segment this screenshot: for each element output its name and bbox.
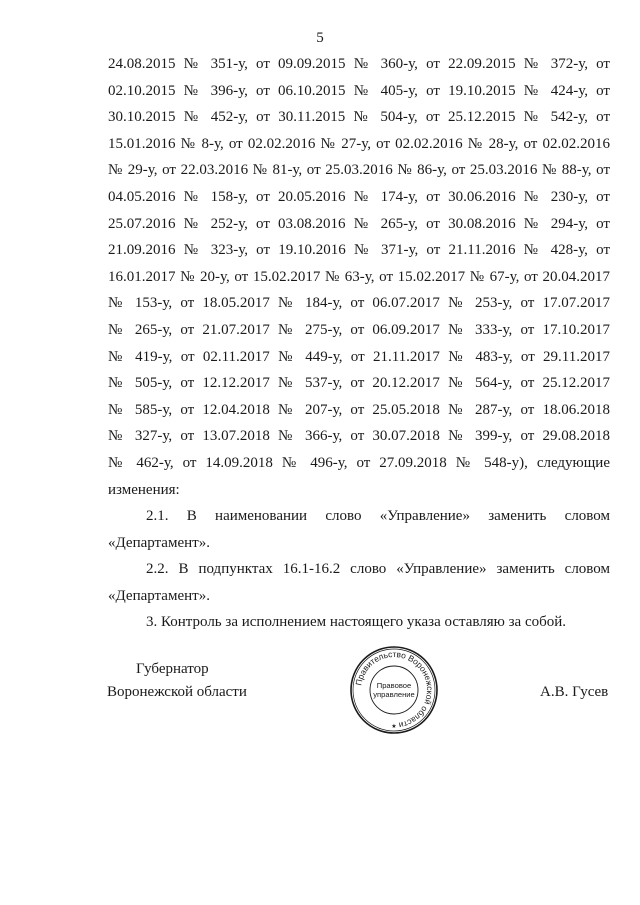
signer-name: А.В. Гусев xyxy=(540,684,609,700)
text-line: № 265-у, от 21.07.2017 № 275-у, от 06.09.2017 № 333-у, от 17.10.2017 xyxy=(108,321,610,338)
signature-block xyxy=(0,645,640,765)
text-line: № 462-у, от 14.09.2018 № 496-у, от 27.09.2018 № 548-у), следующие xyxy=(108,454,610,471)
text-line: 24.08.2015 № 351-у, от 09.09.2015 № 360-у, от 22.09.2015 № 372-у, от xyxy=(108,56,610,72)
text-line: № 505-у, от 12.12.2017 № 537-у, от 20.12.2017 № 564-у, от 25.12.2017 xyxy=(108,375,610,392)
text-line: № 327-у, от 13.07.2018 № 366-у, от 30.07.2018 № 399-у, от 29.08.2018 xyxy=(108,428,610,445)
text-line: № 29-у, от 22.03.2016 № 81-у, от 25.03.2016 № 86-у, от 25.03.2016 № 88-у, от xyxy=(108,162,610,179)
paragraph-2-2-line2: «Департамент». xyxy=(108,587,210,604)
text-line: № 153-у, от 18.05.2017 № 184-у, от 06.07.2017 № 253-у, от 17.07.2017 xyxy=(108,295,610,312)
seal-ring-text: Правительство Воронежской области xyxy=(353,648,436,731)
text-line: 21.09.2016 № 323-у, от 19.10.2016 № 371-у, от 21.11.2016 № 428-у, от xyxy=(108,242,610,259)
seal-center-line2: управление xyxy=(373,690,415,699)
paragraph-2-2-line1: 2.2. В подпунктах 16.1-16.2 слово «Управление» заменить словом xyxy=(146,561,610,578)
paragraph-2-1-line2: «Департамент». xyxy=(108,534,210,551)
text-line: 04.05.2016 № 158-у, от 20.05.2016 № 174-у, от 30.06.2016 № 230-у, от xyxy=(108,188,610,205)
seal-star-icon: ★ xyxy=(391,724,397,730)
signer-title-line2: Воронежской области xyxy=(107,684,247,700)
text-line: 02.10.2015 № 396-у, от 06.10.2015 № 405-у, от 19.10.2015 № 424-у, от xyxy=(108,82,610,99)
text-line: 16.01.2017 № 20-у, от 15.02.2017 № 63-у, от 15.02.2017 № 67-у, от 20.04.2017 xyxy=(108,268,610,285)
text-line: 25.07.2016 № 252-у, от 03.08.2016 № 265-у, от 30.08.2016 № 294-у, от xyxy=(108,215,610,232)
text-line: изменения: xyxy=(108,481,180,498)
text-line: № 419-у, от 02.11.2017 № 449-у, от 21.11.2017 № 483-у, от 29.11.2017 xyxy=(108,348,610,365)
document-body xyxy=(108,51,610,636)
text-line: 15.01.2016 № 8-у, от 02.02.2016 № 27-у, от 02.02.2016 № 28-у, от 02.02.2016 xyxy=(108,135,610,152)
seal-center-line1: Правовое xyxy=(376,681,412,690)
signer-title-line1: Губернатор xyxy=(136,661,209,677)
text-line: № 585-у, от 12.04.2018 № 207-у, от 25.05.2018 № 287-у, от 18.06.2018 xyxy=(108,401,610,418)
page-number: 5 xyxy=(316,30,324,46)
paragraph-3: 3. Контроль за исполнением настоящего указа оставляю за собой. xyxy=(146,614,567,631)
paragraph-2-1-line1: 2.1. В наименовании слово «Управление» заменить словом xyxy=(146,508,610,525)
official-seal xyxy=(349,645,439,735)
text-line: 30.10.2015 № 452-у, от 30.11.2015 № 504-у, от 25.12.2015 № 542-у, от xyxy=(108,109,610,126)
